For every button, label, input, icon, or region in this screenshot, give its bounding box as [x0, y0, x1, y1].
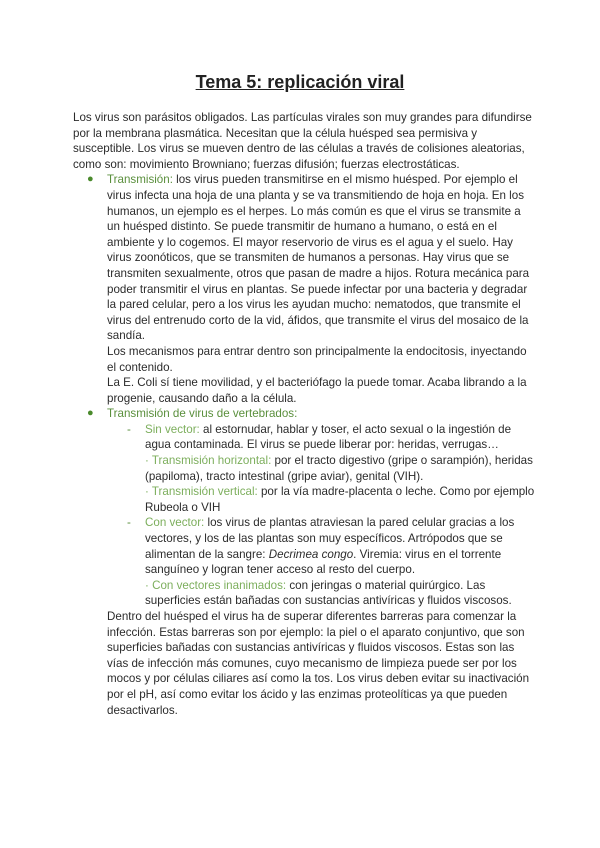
- sub-item-text: con jeringas o material quirúrgico. Las superficies están bañadas con sustancias antivíricas y fluidos viscosos.: [145, 578, 512, 608]
- bullet-paragraph-2: Los mecanismos para entrar dentro son principalmente la endocitosis, inyectando el contenido.: [107, 344, 527, 374]
- bullet-transmision: [87, 172, 535, 406]
- bullet-icon: ●: [87, 173, 94, 186]
- dash-label: Sin vector:: [145, 422, 200, 436]
- dash-paragraph: [145, 422, 535, 453]
- sub-item-label: · Transmisión horizontal:: [145, 454, 272, 468]
- sub-item-vertical: [145, 484, 535, 515]
- page-title: Tema 5: replicación viral: [195, 72, 405, 92]
- dash-icon: -: [127, 422, 131, 436]
- dash-sin-vector: [127, 422, 535, 516]
- bullet-paragraph: [107, 172, 535, 344]
- sub-item-text: por el tracto digestivo (gripe o sarampión), heridas (papiloma), tracto intestinal (gripe aviar), genital (VIH).: [145, 454, 533, 483]
- species-name: Decrimea congo: [268, 547, 354, 561]
- dash-text-continued: . Viremia: virus en el torrente sanguíneo y logran tener acceso al resto del cuerpo.: [145, 547, 502, 577]
- dash-paragraph: [145, 515, 535, 577]
- dash-text: al estornudar, hablar y toser, el acto sexual o la ingestión de agua contaminada. El virus se puede liberar por: heridas, verrugas…: [145, 422, 512, 452]
- bullet-paragraph-3: La E. Coli sí tiene movilidad, y el bacteriófago la puede tomar. Acaba librando a la progenie, causando daño a la célula.: [107, 376, 527, 405]
- bullet-vertebrados: [87, 406, 535, 422]
- sub-item-inanimados: [145, 578, 535, 609]
- document-body: [73, 110, 535, 718]
- sub-item-horizontal: [145, 453, 535, 484]
- dash-icon: -: [127, 516, 131, 530]
- sub-item-label: · Transmisión vertical:: [145, 485, 258, 499]
- dash-con-vector: [127, 515, 535, 609]
- bullet-text: los virus pueden transmitirse en el mismo huésped. Por ejemplo el virus infecta una hoja de una planta y se va transmitiendo de hoja en hoja. En los humanos, un ejemplo es el herpes. Lo más común es que el virus se transmite a un huésped distinto. Se puede transmitir de humano a humano, o está en el ambiente y lo cogemos. El mayor reservorio de virus es el agua y el suelo. Hay virus zoonóticos, que se transmiten de humanos a personas. Hay virus que se transmiten sexualmente, otros que pasan de madre a hijos. Rotura mecánica para poder transmitir el virus en plantas. Se puede infectar por una bacteria y degradar la pared celular, pero a los virus les ayudan mucho: nematodos, que transmite el virus del entrenudo corto de la vid, áfidos, que transmite el virus del mosaico de la sandía.: [107, 173, 530, 343]
- bullet-label: Transmisión:: [107, 173, 173, 187]
- sub-item-label: · Con vectores inanimados:: [145, 578, 287, 592]
- sub-item-text: por la vía madre-placenta o leche. Como por ejemplo Rubeola o VIH: [145, 485, 535, 514]
- dash-label: Con vector:: [145, 516, 205, 530]
- bullet-label: Transmisión de virus de vertebrados:: [107, 407, 298, 421]
- intro-paragraph: Los virus son parásitos obligados. Las partículas virales son muy grandes para difundirse por la membrana plasmática. Necesitan que la célula huésped sea permisiva y susceptible. Los virus se mueven dentro de las células a través de colisiones aleatorias, como son: movimiento Browniano; fuerzas difusión; fuerzas electrostáticas.: [73, 111, 532, 171]
- closing-paragraph: Dentro del huésped el virus ha de superar diferentes barreras para comenzar la infección. Estas barreras son por ejemplo: la piel o el aparato conjuntivo, que son superficies bañadas con sustancias antivíricas y fluidos viscosos. Estas son las vías de infección más comunes, cuyo mecanismo de limpieza puede ser por los mocos y por células ciliares así como la tos. Los virus deben evitar su inactivación por el pH, así como evitar los ácido y las enzimas proteolíticas ya que pueden desactivarlos.: [107, 610, 530, 717]
- bullet-icon: ●: [87, 407, 94, 420]
- dash-text: los virus de plantas atraviesan la pared celular gracias a los vectores, y los de las plantas son muy específicos. Artrópodos que se alimentan de la sangre:: [145, 516, 515, 561]
